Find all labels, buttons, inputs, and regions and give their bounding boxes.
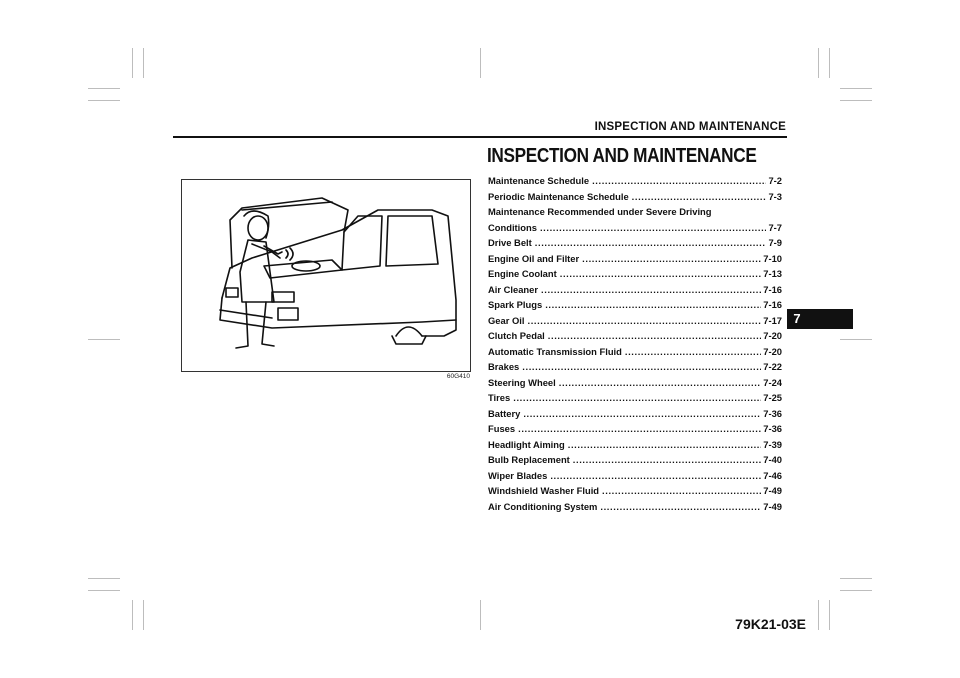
toc-label: Conditions — [488, 221, 537, 233]
leader-dots — [560, 268, 761, 279]
toc-label: Automatic Transmission Fluid — [488, 345, 622, 357]
crop-mark — [88, 100, 120, 101]
toc-page: 7-7 — [768, 221, 782, 233]
crop-mark — [840, 100, 872, 101]
toc-page: 7-16 — [763, 283, 782, 295]
crop-mark — [818, 600, 819, 630]
crop-mark — [829, 600, 830, 630]
leader-dots — [632, 191, 767, 202]
crop-mark — [88, 578, 120, 579]
toc-label: Clutch Pedal — [488, 330, 545, 341]
toc-entry[interactable] — [488, 268, 782, 284]
leader-dots — [602, 485, 761, 496]
toc-label: Battery — [488, 407, 521, 419]
toc-page: 7-16 — [763, 299, 782, 310]
crop-mark — [480, 48, 481, 78]
toc-entry[interactable] — [488, 206, 782, 222]
leader-dots — [550, 470, 761, 481]
toc-label: Fuses — [488, 423, 516, 434]
toc-entry[interactable] — [488, 222, 782, 238]
figure-code: 60G410 — [446, 373, 470, 380]
leader-dots — [582, 253, 761, 264]
crop-mark — [132, 48, 133, 78]
toc-label: Spark Plugs — [488, 299, 543, 310]
toc-page: 7-39 — [763, 438, 782, 450]
toc-label: Windshield Washer Fluid — [488, 485, 600, 496]
crop-mark — [840, 88, 872, 89]
toc-entry[interactable] — [488, 175, 782, 191]
toc-entry[interactable] — [488, 392, 782, 408]
toc-label: Bulb Replacement — [488, 454, 570, 465]
crop-mark — [132, 600, 133, 630]
toc-page: 7-20 — [763, 330, 782, 341]
toc-label: Air Cleaner — [488, 283, 539, 295]
crop-mark — [143, 600, 144, 630]
leader-dots — [540, 222, 766, 233]
toc-page: 7-49 — [763, 500, 782, 512]
crop-mark — [818, 48, 819, 78]
crop-mark — [840, 339, 872, 340]
toc-page: 7-46 — [763, 469, 782, 481]
toc-label: Tires — [488, 392, 511, 403]
leader-dots — [600, 501, 761, 512]
toc-label: Engine Oil and Filter — [488, 252, 580, 264]
toc-label: Air Conditioning System — [488, 500, 598, 512]
crop-mark — [88, 88, 120, 89]
toc-page: 7-17 — [763, 314, 782, 326]
toc-label: Periodic Maintenance Schedule — [488, 190, 629, 202]
leader-dots — [523, 408, 761, 419]
toc-label: Brakes — [488, 361, 520, 372]
toc-page: 7-25 — [763, 392, 782, 403]
leader-dots — [535, 237, 767, 248]
leader-dots — [513, 392, 761, 403]
leader-dots — [573, 454, 761, 465]
illustration-frame — [181, 179, 471, 372]
toc-entry[interactable] — [488, 470, 782, 486]
crop-mark — [88, 590, 120, 591]
crop-mark — [480, 600, 481, 630]
leader-dots — [541, 284, 761, 295]
leader-dots — [625, 346, 761, 357]
toc-entry[interactable] — [488, 237, 782, 253]
toc-label: Drive Belt — [488, 237, 532, 248]
leader-dots — [518, 423, 761, 434]
leader-dots — [522, 361, 761, 372]
crop-mark — [840, 590, 872, 591]
leader-dots — [545, 299, 761, 310]
toc-label: Steering Wheel — [488, 376, 556, 388]
toc-label: Engine Coolant — [488, 268, 557, 279]
toc-page: 7-24 — [763, 376, 782, 388]
toc-entry[interactable] — [488, 315, 782, 331]
toc-page: 7-36 — [763, 423, 782, 434]
toc-entry[interactable] — [488, 299, 782, 315]
toc-entry[interactable] — [488, 423, 782, 439]
toc-page: 7-2 — [768, 175, 782, 186]
section-title: INSPECTION AND MAINTENANCE — [487, 145, 757, 167]
toc-page: 7-22 — [763, 361, 782, 372]
leader-dots — [592, 175, 766, 186]
toc-entry[interactable] — [488, 485, 782, 501]
toc-label: Maintenance Recommended under Severe Driving — [488, 206, 712, 217]
leader-dots — [559, 377, 762, 388]
toc-page: 7-13 — [763, 268, 782, 279]
toc-entry[interactable] — [488, 284, 782, 300]
leader-dots — [527, 315, 761, 326]
toc-entry[interactable] — [488, 408, 782, 424]
mechanic-checking-engine-illustration — [182, 180, 472, 373]
toc-page: 7-3 — [768, 190, 782, 202]
leader-dots — [568, 439, 762, 450]
toc-label: Maintenance Schedule — [488, 175, 590, 186]
toc-entry[interactable] — [488, 253, 782, 269]
toc-page: 7-20 — [763, 345, 782, 357]
toc-entry[interactable] — [488, 330, 782, 346]
toc-entry[interactable] — [488, 346, 782, 362]
running-header: INSPECTION AND MAINTENANCE — [594, 121, 786, 133]
toc-page: 7-9 — [768, 237, 782, 248]
toc-entry[interactable] — [488, 439, 782, 455]
toc-label: Wiper Blades — [488, 469, 548, 481]
crop-mark — [88, 339, 120, 340]
crop-mark — [829, 48, 830, 78]
header-rule — [173, 136, 787, 138]
toc-list — [488, 175, 782, 516]
toc-entry[interactable] — [488, 191, 782, 207]
toc-label: Headlight Aiming — [488, 438, 565, 450]
crop-mark — [143, 48, 144, 78]
crop-mark — [840, 578, 872, 579]
toc-label: Gear Oil — [488, 314, 525, 326]
chapter-tab — [787, 309, 853, 329]
toc-page: 7-49 — [763, 485, 782, 496]
chapter-tab-number: 7 — [793, 311, 801, 326]
toc-page: 7-36 — [763, 407, 782, 419]
toc-page: 7-40 — [763, 454, 782, 465]
document-code: 79K21-03E — [735, 616, 806, 632]
leader-dots — [548, 330, 761, 341]
toc-entry[interactable] — [488, 377, 782, 393]
toc-entry[interactable] — [488, 361, 782, 377]
toc-entry[interactable] — [488, 501, 782, 517]
toc-entry[interactable] — [488, 454, 782, 470]
toc-page: 7-10 — [763, 252, 782, 264]
